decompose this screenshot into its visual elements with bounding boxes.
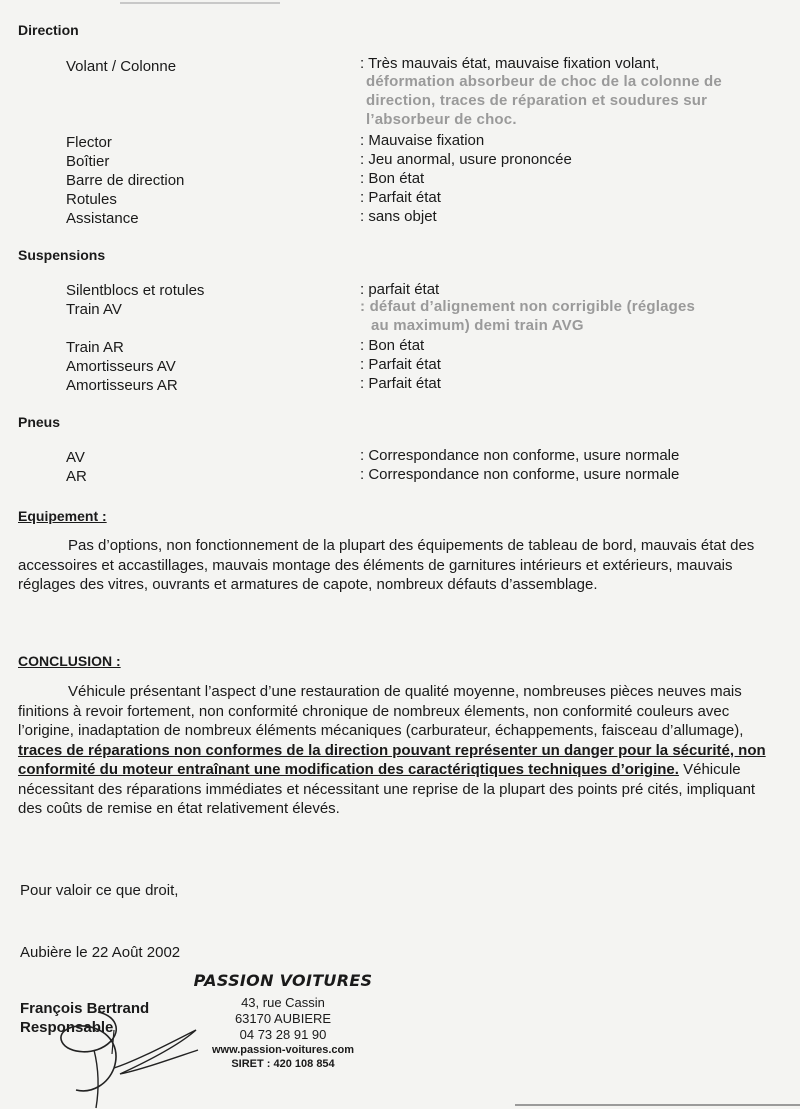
field-label: Train AR bbox=[66, 339, 124, 356]
conclusion-text-part2: Véhicule nécessitant des réparations immédiates et nécessitant une reprise de la plupart des points pré cités, impliquant des coûts de remise en état relativement élevés. bbox=[18, 761, 756, 817]
field-value: : Parfait état bbox=[360, 356, 441, 373]
place-date: Aubière le 22 Août 2002 bbox=[20, 944, 181, 961]
field-label: Amortisseurs AV bbox=[66, 358, 176, 375]
conclusion-text-part1: Véhicule présentant l’aspect d’une restauration de qualité moyenne, nombreuses pièces neuves mais finitions à revoir fortement, non conformité chronique de nombreux élements, non conformité couleurs avec l’origine, inadaptation de nombreux éléments mécaniques (carburateur, échappements, faisceau d’allumage), bbox=[18, 683, 744, 739]
field-label: AV bbox=[66, 449, 85, 466]
field-value: : Jeu anormal, usure prononcée bbox=[360, 151, 572, 168]
conclusion-text-emphasis: traces de réparations non conformes de la direction pouvant représenter un danger pour la sécurité, non conformité du moteur entraînant une modification des caractériqtiques techniques d’origine. bbox=[18, 741, 766, 778]
field-value-faded: au maximum) demi train AVG bbox=[371, 317, 584, 334]
field-label: Amortisseurs AR bbox=[66, 377, 178, 394]
section-heading-equipement: Equipement : bbox=[18, 508, 107, 524]
field-value: : Parfait état bbox=[360, 375, 441, 392]
section-heading-direction: Direction bbox=[18, 22, 79, 38]
scan-line-top bbox=[120, 2, 280, 4]
field-value: : sans objet bbox=[360, 208, 437, 225]
field-label: Rotules bbox=[66, 191, 117, 208]
section-heading-conclusion: CONCLUSION : bbox=[18, 653, 121, 669]
company-city: 63170 AUBIERE bbox=[234, 1011, 332, 1026]
field-value-faded: l’absorbeur de choc. bbox=[366, 111, 517, 128]
field-label: Train AV bbox=[66, 301, 122, 318]
company-siret: SIRET : 420 108 854 bbox=[231, 1058, 335, 1070]
closing-formula: Pour valoir ce que droit, bbox=[20, 882, 179, 899]
field-value-faded: direction, traces de réparation et soudures sur bbox=[366, 92, 708, 109]
field-value-faded: déformation absorbeur de choc de la colonne de bbox=[366, 73, 722, 90]
signatory-name: François Bertrand bbox=[20, 1000, 150, 1017]
field-label: Volant / Colonne bbox=[66, 58, 177, 75]
field-value: : Bon état bbox=[360, 337, 425, 354]
company-name: PASSION VOITURES bbox=[193, 971, 373, 990]
field-value: : Correspondance non conforme, usure normale bbox=[360, 466, 680, 483]
field-value: : Parfait état bbox=[360, 189, 441, 206]
field-label: Boîtier bbox=[66, 153, 110, 170]
company-phone: 04 73 28 91 90 bbox=[239, 1027, 327, 1042]
company-address: 43, rue Cassin bbox=[241, 995, 325, 1010]
company-stamp bbox=[188, 971, 378, 1071]
field-label: Barre de direction bbox=[66, 172, 185, 189]
conclusion-paragraph bbox=[18, 682, 770, 819]
field-value: : Très mauvais état, mauvaise fixation volant, bbox=[360, 55, 660, 72]
field-label: Flector bbox=[66, 134, 112, 151]
equipement-paragraph: Pas d’options, non fonctionnement de la plupart des équipements de tableau de bord, mauvais état des accessoires et accastillages, mauvais montage des éléments de garnitures intérieurs et extérieurs, mauvais réglages des vitres, ouvrants et armatures de capote, nombreux défauts d’assemblage. bbox=[18, 537, 755, 593]
field-value: : Mauvaise fixation bbox=[360, 132, 485, 149]
field-value: : Bon état bbox=[360, 170, 425, 187]
field-label: Assistance bbox=[66, 210, 139, 227]
field-label: Silentblocs et rotules bbox=[66, 282, 205, 299]
scan-line-bottom bbox=[515, 1104, 800, 1106]
section-heading-pneus: Pneus bbox=[18, 414, 61, 430]
section-heading-suspensions: Suspensions bbox=[18, 247, 106, 263]
field-label: AR bbox=[66, 468, 87, 485]
signatory-title: Responsable bbox=[20, 1019, 114, 1036]
company-website: www.passion-voitures.com bbox=[211, 1044, 354, 1056]
field-value-faded: : défaut d’alignement non corrigible (réglages bbox=[360, 298, 696, 315]
field-value: : Correspondance non conforme, usure normale bbox=[360, 447, 680, 464]
field-value: : parfait état bbox=[360, 281, 440, 298]
